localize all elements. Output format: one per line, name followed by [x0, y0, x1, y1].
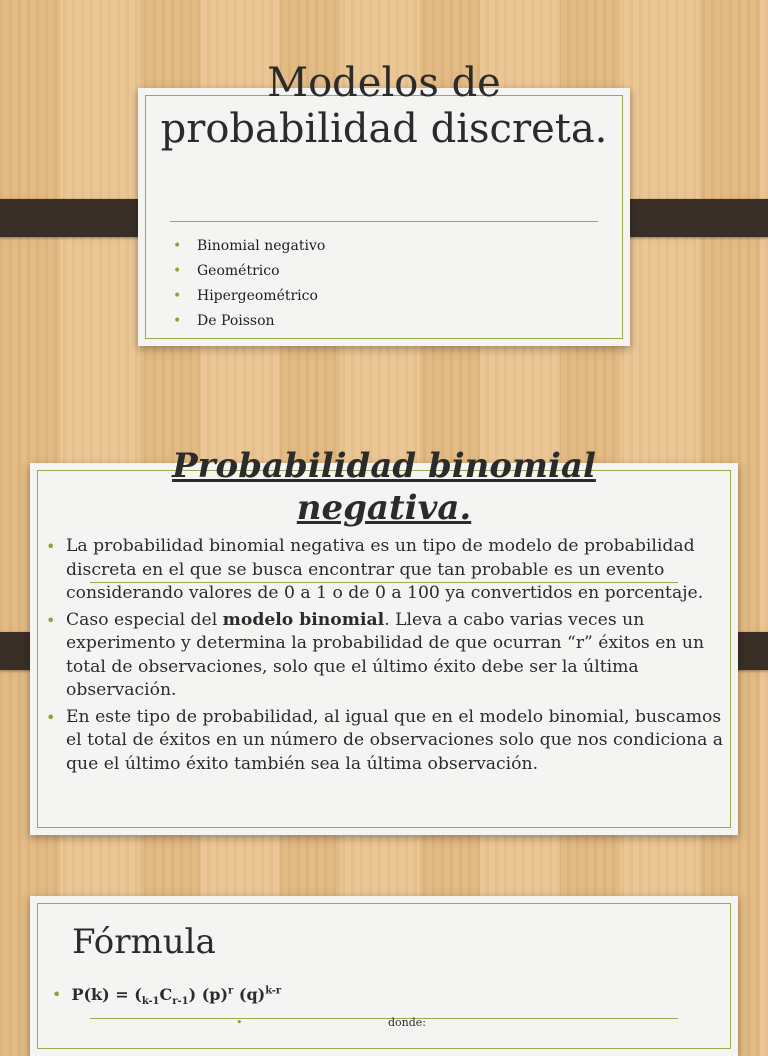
- right-plank: [613, 199, 768, 237]
- formula: • $P(k) = (_{k-1}C_{r-1})$ $(p)^r$ $(q)^{k-r}$: [52, 985, 282, 1008]
- bullet-icon: •: [46, 610, 56, 630]
- models-list: [173, 234, 325, 334]
- bullet-icon: •: [173, 263, 182, 279]
- slide-2-title: Probabilidad binomial negativa.: [172, 446, 596, 528]
- bullet-icon: •: [46, 707, 56, 727]
- list-item: • En este tipo de probabilidad, al igual que en el modelo binomial, buscamos el total de éxitos en un número de observaciones solo que nos condiciona a que el último éxito también sea la última observación.: [46, 706, 724, 774]
- bullet-icon: •: [52, 985, 62, 1004]
- left-plank: [0, 199, 155, 237]
- list-item: • Binomial negativo: [173, 234, 325, 259]
- donde-label: donde:: [388, 1016, 427, 1029]
- list-item: • Hipergeométrico: [173, 284, 325, 309]
- bullet-icon: •: [173, 288, 182, 304]
- definition-list: [46, 535, 726, 779]
- bullet-icon: •: [46, 537, 56, 556]
- title-divider: [170, 221, 598, 222]
- list-item: • De Poisson: [173, 309, 325, 334]
- bullet-icon: •: [236, 1016, 243, 1029]
- list-item: • Caso especial del modelo binomial. Lleva a cabo varias veces un experimento y determina la probabilidad de que ocurran “r” éxitos en un total de observaciones, solo que el último éxito debe ser la última observación.: [46, 609, 705, 700]
- list-item: • Geométrico: [173, 259, 325, 284]
- slide-1-title: Modelos de probabilidad discreta.: [160, 60, 608, 152]
- slide-3-title: Fórmula: [72, 922, 216, 962]
- bullet-icon: •: [173, 313, 182, 329]
- title-divider: [90, 1018, 678, 1019]
- bullet-icon: •: [173, 238, 182, 254]
- list-item: • La probabilidad binomial negativa es un tipo de modelo de probabilidad discreta en el que se busca encontrar que tan probable es un evento considerando valores de 0 a 1 o de 0 a 100 ya convertidos en porcentaje.: [46, 536, 704, 603]
